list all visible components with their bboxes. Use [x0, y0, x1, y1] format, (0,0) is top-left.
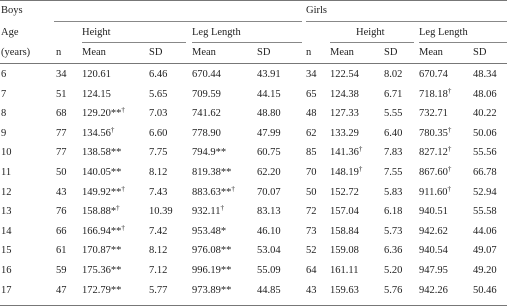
table-cell-g-l-mean: 947.95 [419, 265, 448, 276]
table-cell-g-h-sd: 6.40 [384, 127, 403, 139]
table-cell-b-n: 66 [56, 225, 67, 237]
header-boys-n: n [56, 47, 62, 58]
table-cell-b-l-sd: 44.15 [257, 88, 281, 100]
table-cell-b-h-sd: 8.12 [149, 245, 168, 257]
table-cell-b-h-sd: 7.75 [149, 147, 168, 159]
table-cell-g-l-sd: 48.06 [473, 88, 497, 100]
table-cell-b-h-mean: 158.88*† [82, 204, 120, 218]
header-girls-height-mean: Mean [330, 47, 354, 58]
header-girls-leg-length: Leg Length [419, 27, 468, 38]
table-cell-g-h-mean: 159.08 [330, 245, 359, 257]
table-cell-g-l-sd: 66.78 [473, 167, 497, 178]
table-cell-g-h-sd: 5.83 [384, 186, 403, 198]
table-cell-b-n: 61 [56, 245, 67, 257]
table-cell-g-n: 34 [306, 69, 317, 80]
table-cell-b-l-sd: 44.85 [257, 284, 281, 296]
table-cell-b-n: 77 [56, 127, 67, 139]
table-cell-b-l-mean: 996.19** [192, 265, 232, 276]
table-cell-b-h-sd: 10.39 [149, 206, 173, 218]
table-cell-g-h-sd: 8.02 [384, 69, 403, 80]
table-cell-b-l-sd: 70.07 [257, 186, 281, 198]
table-cell-b-h-mean: 172.79** [82, 284, 122, 296]
table-cell-g-h-mean: 158.84 [330, 225, 359, 237]
rule-girls-height [330, 42, 414, 43]
table-cell-b-l-sd: 83.13 [257, 206, 281, 218]
table-cell-g-l-sd: 55.56 [473, 147, 497, 159]
table-cell-b-l-sd: 60.75 [257, 147, 281, 159]
table-cell-age: 9 [1, 127, 7, 139]
table-cell-age: 6 [1, 69, 7, 80]
table-cell-b-n: 47 [56, 284, 67, 296]
table-cell-g-h-mean: 159.63 [330, 284, 359, 296]
table-cell-g-l-sd: 55.58 [473, 206, 497, 218]
table-cell-g-l-mean: 827.12† [419, 145, 452, 159]
table-cell-g-l-sd: 52.94 [473, 186, 497, 198]
table-cell-g-h-sd: 6.71 [384, 88, 403, 100]
header-boys: Boys [1, 5, 23, 16]
table-cell-g-l-mean: 670.74 [419, 69, 448, 80]
top-rule [0, 0, 507, 1]
header-boys-leg-length: Leg Length [192, 27, 241, 38]
table-cell-age: 8 [1, 108, 7, 120]
table-cell-b-h-mean: 149.92**† [82, 184, 125, 198]
table-cell-b-h-mean: 170.87** [82, 245, 122, 257]
table-cell-g-h-sd: 5.55 [384, 108, 403, 120]
table-cell-b-l-mean: 973.89** [192, 284, 232, 296]
table-cell-b-h-sd: 7.42 [149, 225, 168, 237]
table-cell-b-h-mean: 124.15 [82, 88, 111, 100]
table-cell-age: 16 [1, 265, 12, 276]
table-cell-age: 7 [1, 88, 7, 100]
table-cell-g-n: 64 [306, 265, 317, 276]
table-cell-b-n: 68 [56, 108, 67, 120]
rule-boys-leg [192, 42, 302, 43]
table-cell-g-n: 70 [306, 167, 317, 178]
table-cell-b-l-sd: 46.10 [257, 225, 281, 237]
table-cell-b-l-mean: 953.48* [192, 225, 227, 237]
table-cell-b-l-sd: 55.09 [257, 265, 281, 276]
header-girls-height: Height [356, 27, 385, 38]
table-cell-g-h-mean: 152.72 [330, 186, 359, 198]
header-boys-height-mean: Mean [82, 47, 106, 58]
table-cell-b-l-mean: 670.44 [192, 69, 221, 80]
table-cell-g-l-mean: 942.26 [419, 284, 448, 296]
table-cell-g-h-sd: 5.76 [384, 284, 403, 296]
table-cell-b-h-mean: 140.05** [82, 167, 122, 178]
table-cell-b-h-mean: 175.36** [82, 265, 122, 276]
rule-girls-leg [419, 42, 507, 43]
rule-boys-height [82, 42, 186, 43]
header-boys-height: Height [82, 27, 111, 38]
header-girls-leg-sd: SD [473, 47, 487, 58]
table-cell-g-h-sd: 6.36 [384, 245, 403, 257]
table-cell-b-l-mean: 932.11† [192, 204, 224, 218]
header-rule [0, 63, 507, 64]
header-boys-leg-mean: Mean [192, 47, 216, 58]
table-cell-g-h-mean: 127.33 [330, 108, 359, 120]
table-cell-g-l-mean: 732.71 [419, 108, 448, 120]
table-cell-b-n: 77 [56, 147, 67, 159]
table-cell-b-h-mean: 138.58** [82, 147, 122, 159]
table-cell-b-l-mean: 778.90 [192, 127, 221, 139]
table-cell-g-l-sd: 40.22 [473, 108, 497, 120]
table-cell-age: 14 [1, 225, 12, 237]
table-cell-b-l-mean: 883.63**† [192, 184, 235, 198]
table-cell-b-h-sd: 7.12 [149, 265, 168, 276]
table-cell-g-n: 73 [306, 225, 317, 237]
table-cell-b-n: 50 [56, 167, 67, 178]
header-girls-leg-mean: Mean [419, 47, 443, 58]
table-cell-g-n: 65 [306, 88, 317, 100]
table-cell-b-l-sd: 47.99 [257, 127, 281, 139]
table-cell-age: 13 [1, 206, 12, 218]
table-cell-b-h-sd: 7.43 [149, 186, 168, 198]
table-cell-g-h-mean: 133.29 [330, 127, 359, 139]
table-cell-g-l-sd: 49.07 [473, 245, 497, 257]
rule-boys-group [54, 21, 302, 22]
table-cell-age: 12 [1, 186, 12, 198]
table-cell-g-l-sd: 49.20 [473, 265, 497, 276]
table-cell-b-h-sd: 6.46 [149, 69, 168, 80]
table-cell-b-l-sd: 62.20 [257, 167, 281, 178]
table-cell-g-h-mean: 161.11 [330, 265, 359, 276]
table-cell-g-l-mean: 911.60† [419, 184, 451, 198]
table-cell-g-h-mean: 122.54 [330, 69, 359, 80]
table-cell-b-h-sd: 7.03 [149, 108, 168, 120]
table-cell-g-l-mean: 942.62 [419, 225, 448, 237]
header-boys-leg-sd: SD [257, 47, 271, 58]
table-cell-g-n: 72 [306, 206, 317, 218]
table-cell-g-l-mean: 940.51 [419, 206, 448, 218]
table-cell-b-n: 34 [56, 69, 67, 80]
table-cell-b-h-sd: 8.12 [149, 167, 168, 178]
table-cell-g-l-mean: 867.60† [419, 165, 452, 178]
table-cell-b-h-sd: 6.60 [149, 127, 168, 139]
header-age: Age [1, 27, 19, 38]
table-cell-g-h-mean: 141.36† [330, 145, 363, 159]
table-cell-b-h-mean: 134.56† [82, 125, 115, 139]
table-cell-b-l-sd: 48.80 [257, 108, 281, 120]
table-cell-g-l-mean: 780.35† [419, 125, 452, 139]
table-cell-age: 10 [1, 147, 12, 159]
table-cell-g-n: 43 [306, 284, 317, 296]
table-cell-b-l-sd: 43.91 [257, 69, 281, 80]
table-cell-b-l-mean: 794.9** [192, 147, 227, 159]
header-age-unit: (years) [1, 47, 31, 58]
table-cell-g-h-sd: 7.55 [384, 167, 403, 178]
table-cell-b-n: 59 [56, 265, 67, 276]
table-cell-b-h-mean: 120.61 [82, 69, 111, 80]
header-girls-n: n [306, 47, 312, 58]
table-cell-g-n: 62 [306, 127, 317, 139]
table-cell-g-l-sd: 48.34 [473, 69, 497, 80]
table-cell-g-l-sd: 50.06 [473, 127, 497, 139]
table-cell-g-h-sd: 7.83 [384, 147, 403, 159]
table-cell-g-h-mean: 157.04 [330, 206, 359, 218]
table-cell-g-l-mean: 718.18† [419, 86, 452, 100]
table-cell-b-n: 76 [56, 206, 67, 218]
table-cell-g-n: 48 [306, 108, 317, 120]
table-cell-age: 17 [1, 284, 12, 296]
header-girls-height-sd: SD [384, 47, 398, 58]
table-cell-b-l-sd: 53.04 [257, 245, 281, 257]
table-cell-b-n: 43 [56, 186, 67, 198]
table-cell-g-l-sd: 44.06 [473, 225, 497, 237]
table-cell-age: 15 [1, 245, 12, 257]
table-cell-g-h-sd: 5.73 [384, 225, 403, 237]
table-cell-b-l-mean: 709.59 [192, 88, 221, 100]
table-cell-g-n: 52 [306, 245, 317, 257]
table-cell-b-l-mean: 976.08** [192, 245, 232, 257]
header-girls: Girls [306, 5, 327, 16]
rule-girls-group [306, 21, 507, 22]
table-cell-b-l-mean: 819.38** [192, 167, 232, 178]
table-cell-g-h-mean: 124.38 [330, 88, 359, 100]
table-cell-age: 11 [1, 167, 12, 178]
table-cell-g-l-sd: 50.46 [473, 284, 497, 296]
table-cell-g-h-mean: 148.19† [330, 165, 363, 178]
table-cell-b-h-mean: 129.20**† [82, 106, 125, 120]
table-cell-b-h-sd: 5.65 [149, 88, 168, 100]
table-cell-b-h-mean: 166.94**† [82, 223, 125, 237]
table-cell-g-l-mean: 940.54 [419, 245, 448, 257]
table-cell-b-h-sd: 5.77 [149, 284, 168, 296]
header-boys-height-sd: SD [149, 47, 163, 58]
table-cell-g-n: 50 [306, 186, 317, 198]
table-cell-b-l-mean: 741.62 [192, 108, 221, 120]
table-cell-b-n: 51 [56, 88, 67, 100]
table-cell-g-h-sd: 5.20 [384, 265, 403, 276]
table-cell-g-n: 85 [306, 147, 317, 159]
table-cell-g-h-sd: 6.18 [384, 206, 403, 218]
